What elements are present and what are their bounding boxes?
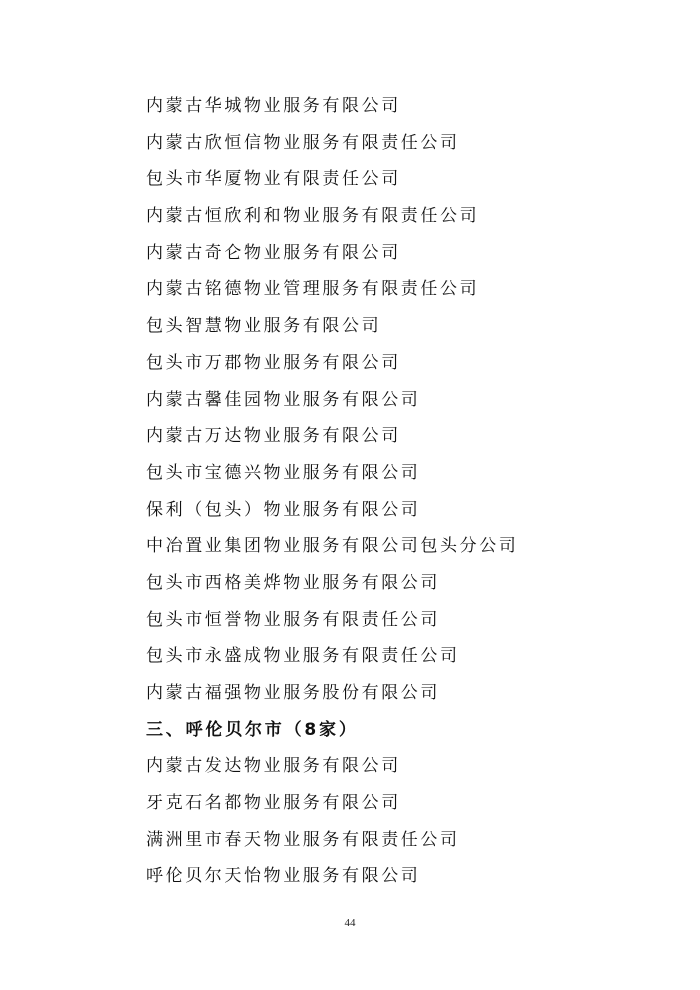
company-name: 内蒙古万达物业服务有限公司 [146,426,401,447]
company-name: 内蒙古奇仑物业服务有限公司 [146,242,401,263]
company-name: 包头市西格美烨物业服务有限公司 [146,572,440,593]
company-name: 包头市华厦物业有限责任公司 [146,169,401,190]
company-list [146,88,666,895]
company-name: 呼伦贝尔天怡物业服务有限公司 [146,866,421,887]
company-name: 内蒙古福强物业服务股份有限公司 [146,683,440,703]
company-name: 包头市恒誉物业服务有限责任公司 [146,609,440,630]
company-name: 包头市万郡物业服务有限公司 [146,352,401,373]
company-name: 内蒙古馨佳园物业服务有限公司 [146,389,421,410]
company-name: 内蒙古铭德物业管理服务有限责任公司 [146,279,480,300]
company-name: 内蒙古华城物业服务有限公司 [146,96,401,116]
company-name: 内蒙古恒欣利和物业服务有限责任公司 [146,206,480,227]
company-name: 内蒙古欣恒信物业服务有限责任公司 [146,132,460,153]
company-name: 中冶置业集团物业服务有限公司包头分公司 [146,536,519,557]
company-name: 包头市宝德兴物业服务有限公司 [146,462,421,483]
company-name: 满洲里市春天物业服务有限责任公司 [146,829,460,850]
company-name: 包头市永盛成物业服务有限责任公司 [146,646,460,667]
company-name: 包头智慧物业服务有限公司 [146,316,382,337]
company-name: 内蒙古发达物业服务有限公司 [146,756,401,777]
section-heading: 三、呼伦贝尔市（8家） [146,719,359,740]
page-number: 44 [344,917,356,929]
company-name: 保利（包头）物业服务有限公司 [146,499,421,520]
company-name: 牙克石名都物业服务有限公司 [146,793,401,814]
